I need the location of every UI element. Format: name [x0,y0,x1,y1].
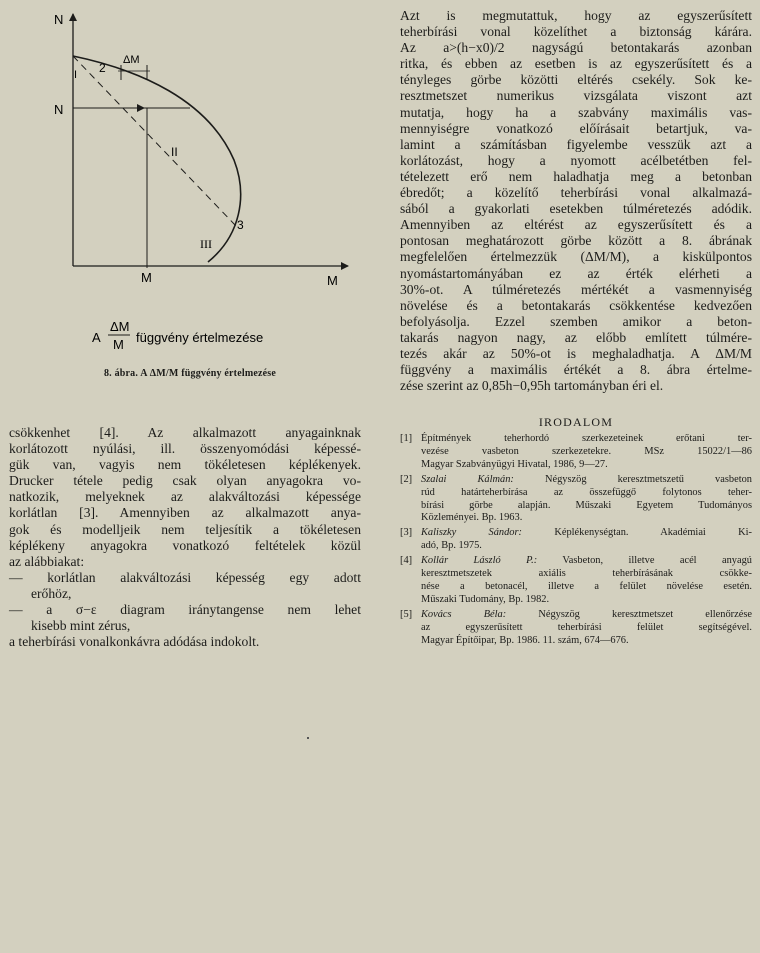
references-title: IRODALOM [538,415,614,429]
reference-item: [2] Szalai Kálmán: Négyszög keresztmetszetű vasbeton rúd határteherbírása az összefüggő folytonos teher- bírási görbe alapján. Műszaki Egyetem Tudományos Közleményei. Bp. 1963. [400,473,752,524]
svg-text:függvény értelmezése: függvény értelmezése [136,330,264,345]
figure-caption: 8. ábra. A ΔM/M függvény értelmezése [103,368,277,379]
list-item: — a σ−ε diagram iránytangense nem lehet [9,602,361,618]
svg-text:M: M [113,337,124,352]
point-label-1: I [74,69,78,81]
list-item: — korlátlan alakváltozási képesség egy adott [9,569,361,585]
reference-item: [5] Kovács Béla: Négyszög keresztmetszet ellenőrzése az egyszerűsített teherbírási felület segítségével. Magyar Építőipar, Bp. 1986. 11. szám, 674—676. [400,608,752,646]
reference-item: [4] Kollár László P.: Vasbeton, illetve acél anyagú keresztmetszetek axiális teherbírásának csökke- nése a betonacél, illetve a felület növelése esetén. Műszaki Tudomány, Bp. 1982. [400,555,752,605]
capacity-curve [73,56,241,262]
point-label-ii: II [171,145,178,159]
figure-8 [40,8,360,352]
right-column-text: Azt is megmutattuk, hogy az egyszerűsített teherbírási vonal közelíthet a biztonság kárára. Az a>(h−x0)/2 nagyságú betontakarás azonban ritka, és ebben az esetben is az egyszerűsített és a tényleges görbe közötti eltérés csekély. Sok ke- resztmetszet numerikus vizsgálata viszont azt mutatja, hogy ha a szabvány maximális vas- mennyiségre vonatkozó előírásait betartjuk, va- lamint a számításban figyelembe vesszük azt a korlátozást, hogy a nyomott acélbetétben fel- tételezett erő nem haladhatja meg a betonban ébredőt; a közelítő teherbírási vonal alkalmazá- sából a gyakorlati esetekben túlméretezés adódik. Amennyiben az eltérést az egyszerűsített és a pontosan meghatározott görbe között a 8. ábrának megfelelően értelmezzük (ΔM/M), a kiskülpontos nyomástartományában ez az érték elérheti a 30%-ot. A túlméretezés mértékét a vasmennyiség növelése és a betontakarás csökkentése kedvezően befolyásolja. Ezzel szemben amikor a beton- takarás nagyon nagy, az előbb említett túlmére- tezés akár az 50%-ot is meghaladhatja. A ΔM/M függvény a maximális értékét a 8. ábra értelme- zése szerint az 0,85h−0,95h tartományban éri el. [400,8,752,394]
simplified-line [73,56,236,226]
axis-label-n-top: N [54,12,64,27]
left-column-text: csökkenhet [4]. Az alkalmazott anyagainknak korlátozott nyúlási, ill. összenyomódási képessé- gük van, vagyis nem tökéletesen képlékenyek. Drucker tétele pedig csak olyan anyagokra vo- natkozik, melyeknek az alakváltozási képessége korlátlan [3]. Amennyiben az alkalmazott anya- gok és modelljeik nem teljesítik a tökéletesen képlékeny anyagokra vonatkozó feltételek közül az alábbiakat: — korlátlan alakváltozási képesség egy adott erőhöz, — a σ−ε diagram iránytangense nem lehet kisebb mint zérus, a teherbírási vonalkonkávra adódása indokolt. [9,425,361,650]
point-label-2: 2 [99,61,106,75]
formula [92,319,263,352]
point-label-3: 3 [237,218,244,232]
references-list [400,433,752,650]
axis-label-m-end: M [327,273,338,288]
svg-text:ΔM: ΔM [110,319,130,334]
reference-item: [1] Építmények teherhordó szerkezeteinek erőtani ter- vezése vasbeton szerkezetekre. MSz 15022/1—86 Magyar Szabványügyi Hivatal, 1986, 9—27. [400,433,752,470]
axis-label-m: M [141,270,152,285]
axis-label-n: N [54,102,64,117]
delta-m-label: ΔM [123,54,140,66]
print-speck [307,737,309,739]
svg-text:A: A [92,330,101,345]
reference-item: [3] Kaliszky Sándor: Képlékenységtan. Akadémiai Ki- adó, Bp. 1975. [400,527,752,552]
interaction-diagram [40,8,360,352]
point-label-iii: III [200,237,212,251]
